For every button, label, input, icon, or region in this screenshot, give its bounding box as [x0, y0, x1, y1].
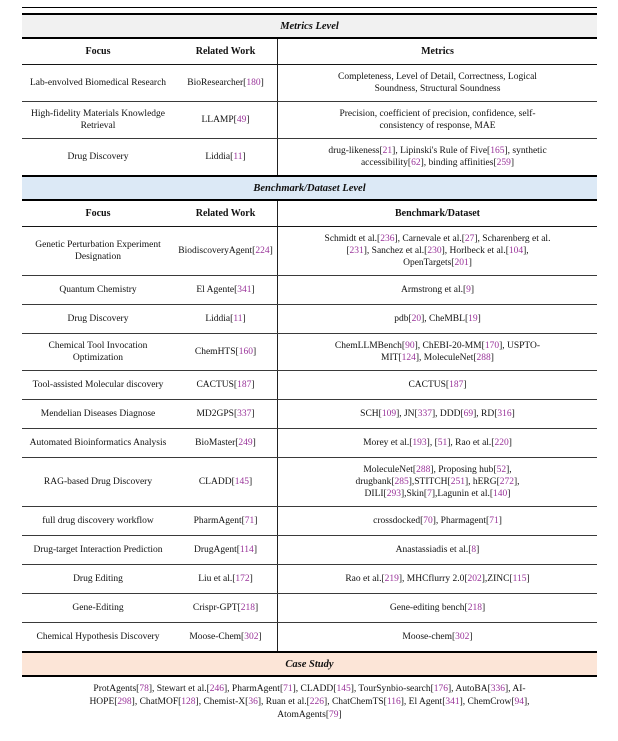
focus-cell: Quantum Chemistry [59, 285, 137, 295]
citation-link[interactable]: 51 [437, 438, 448, 448]
citation-link[interactable]: 187 [449, 380, 464, 390]
citation-link[interactable]: 246 [209, 684, 225, 694]
citation-link[interactable]: 259 [496, 158, 511, 168]
citation-link[interactable]: 180 [246, 78, 261, 88]
detail-cell: Completeness, Level of Detail, Correctness, Logical Soundness, Structural Soundness [277, 65, 597, 101]
focus-cell: Automated Bioinformatics Analysis [29, 438, 167, 448]
citation-link[interactable]: 231 [349, 246, 364, 256]
detail-cell: Gene-editing bench[218] [277, 594, 597, 622]
related-work-cell: BioMaster[249] [195, 438, 256, 448]
citation-link[interactable]: 128 [181, 697, 196, 707]
citation-link[interactable]: 104 [508, 246, 524, 256]
citation-link[interactable]: 140 [493, 489, 508, 499]
related-work-cell: Liu et al.[172] [198, 574, 253, 584]
citation-link[interactable]: 70 [423, 516, 433, 526]
citation-link[interactable]: 78 [139, 684, 149, 694]
section-title-case-study: Case Study [285, 658, 334, 670]
focus-cell: Drug Discovery [67, 314, 129, 324]
detail-cell: SCH[109], JN[337], DDD[69], RD[316] [277, 400, 597, 428]
citation-link[interactable]: 249 [238, 438, 253, 448]
citation-link[interactable]: 94 [514, 697, 524, 707]
citation-link[interactable]: 172 [235, 574, 250, 584]
focus-cell: RAG-based Drug Discovery [43, 477, 153, 487]
citation-link[interactable]: 285 [394, 477, 409, 487]
paper-table-wrap [22, 7, 597, 722]
section-title-metrics-level: Metrics Level [280, 20, 339, 32]
citation-link[interactable]: 19 [468, 314, 478, 324]
related-work-cell: MD2GPS[337] [196, 409, 255, 419]
citation-link[interactable]: 71 [244, 516, 255, 526]
detail-cell: Anastassiadis et al.[8] [277, 536, 597, 564]
section-band-case-study [22, 651, 597, 677]
citation-link[interactable]: 298 [117, 697, 132, 707]
focus-cell: Mendelian Diseases Diagnose [40, 409, 156, 419]
citation-link[interactable]: 114 [239, 545, 254, 555]
focus-cell: Drug Discovery [67, 152, 129, 162]
detail-cell: MoleculeNet[288], Proposing hub[52], drugbank[285],STITCH[251], hERG[272], DILI[293],Skin[7],Lagunin et al.[140] [277, 458, 597, 506]
table-row [22, 275, 597, 304]
citation-link[interactable]: 145 [234, 477, 249, 487]
header-row-benchmark-dataset-level [22, 201, 597, 227]
detail-cell: Rao et al.[219], MHCflurry 2.0[202],ZINC[115] [277, 565, 597, 593]
citation-link[interactable]: 341 [237, 285, 252, 295]
detail-cell: Armstrong et al.[9] [277, 276, 597, 304]
citation-link[interactable]: 302 [455, 632, 470, 642]
column-header-benchmark-dataset: Benchmark/Dataset [277, 201, 597, 226]
citation-link[interactable]: 341 [445, 697, 460, 707]
citation-link[interactable]: 69 [463, 409, 474, 419]
focus-cell: Drug-target Interaction Prediction [33, 545, 163, 555]
citation-link[interactable]: 9 [466, 285, 471, 295]
table-row [22, 138, 597, 175]
table-row [22, 304, 597, 333]
detail-cell: Schmidt et al.[236], Carnevale et al.[27], Scharenberg et al.[231], Sanchez et al.[230], Horlbeck et al.[104], OpenTargets[201] [277, 227, 597, 275]
related-work-cell: El Agente[341] [196, 285, 255, 295]
citation-link[interactable]: 49 [236, 115, 247, 125]
table-row [22, 101, 597, 138]
citation-link[interactable]: 109 [381, 409, 397, 419]
citation-link[interactable]: 62 [411, 158, 421, 168]
related-work-cell: Crispr-GPT[218] [192, 603, 259, 613]
case-study-list: ProtAgents[78], Stewart et al.[246], PharmAgent[71], CLADD[145], TourSynbio-search[176], AutoBA[336], AI-HOPE[298], ChatMOF[128], Chemist-X[36], Ruan et al.[226], ChatChemTS[116], El Agent[341], ChemCrow[94], AtomAgents[79] [89, 684, 530, 720]
related-work-cell: DrugAgent[114] [194, 545, 257, 555]
citation-link[interactable]: 79 [329, 710, 339, 720]
column-header-metrics: Metrics [277, 39, 597, 64]
citation-link[interactable]: 226 [309, 697, 325, 707]
detail-cell: CACTUS[187] [277, 371, 597, 399]
citation-link[interactable]: 7 [427, 489, 432, 499]
citation-link[interactable]: 202 [467, 574, 482, 584]
column-header-focus: Focus [85, 45, 111, 57]
focus-cell: Tool-assisted Molecular discovery [32, 380, 164, 390]
related-work-cell: Liddia[11] [205, 152, 246, 162]
citation-link[interactable]: 187 [237, 380, 252, 390]
section-title-benchmark-dataset-level: Benchmark/Dataset Level [253, 182, 366, 194]
paper-table [22, 13, 597, 722]
table-row [22, 457, 597, 506]
detail-cell: crossdocked[70], Pharmagent[71] [277, 507, 597, 535]
citation-link[interactable]: 124 [401, 353, 416, 363]
related-work-cell: PharmAgent[71] [193, 516, 258, 526]
detail-cell: Moose-chem[302] [277, 623, 597, 651]
citation-link[interactable]: 176 [433, 684, 448, 694]
column-header-related-work: Related Work [195, 207, 256, 219]
citation-link[interactable]: 302 [244, 632, 259, 642]
citation-link[interactable]: 20 [411, 314, 422, 324]
related-work-cell: BiodiscoveryAgent[224] [178, 246, 273, 256]
focus-cell: Gene-Editing [72, 603, 124, 613]
citation-link[interactable]: 218 [467, 603, 482, 613]
citation-link[interactable]: 170 [484, 341, 500, 351]
citation-link[interactable]: 115 [512, 574, 527, 584]
table-row [22, 227, 597, 275]
citation-link[interactable]: 293 [386, 489, 401, 499]
section-band-metrics-level [22, 13, 597, 39]
citation-link[interactable]: 224 [255, 246, 270, 256]
citation-link[interactable]: 90 [405, 341, 415, 351]
citation-link[interactable]: 11 [233, 314, 243, 324]
citation-link[interactable]: 201 [454, 258, 469, 268]
related-work-cell: ChemHTS[160] [194, 347, 257, 357]
citation-link[interactable]: 27 [464, 234, 475, 244]
table-row [22, 333, 597, 370]
citation-link[interactable]: 160 [238, 347, 253, 357]
focus-cell: Chemical Tool Invocation Optimization [48, 341, 148, 363]
focus-cell: Lab-envolved Biomedical Research [29, 78, 167, 88]
citation-link[interactable]: 337 [417, 409, 432, 419]
citation-link[interactable]: 165 [490, 146, 505, 156]
citation-link[interactable]: 220 [494, 438, 509, 448]
related-work-cell: Liddia[11] [205, 314, 246, 324]
detail-cell: pdb[20], CheMBL[19] [277, 305, 597, 333]
table-row [22, 65, 597, 101]
citation-link[interactable]: 288 [476, 353, 491, 363]
detail-cell: Precision, coefficient of precision, confidence, self-consistency of response, MAE [277, 102, 597, 138]
header-row-metrics-level [22, 39, 597, 65]
section-band-benchmark-dataset-level [22, 175, 597, 201]
citation-link[interactable]: 236 [380, 234, 395, 244]
citation-link[interactable]: 251 [450, 477, 465, 487]
citation-link[interactable]: 36 [248, 697, 258, 707]
table-row [22, 370, 597, 399]
table-row [22, 622, 597, 651]
citation-link[interactable]: 288 [416, 465, 431, 475]
citation-link[interactable]: 272 [499, 477, 515, 487]
table-row [22, 428, 597, 457]
focus-cell: Genetic Perturbation Experiment Designation [35, 240, 161, 262]
citation-link[interactable]: 116 [386, 697, 401, 707]
citation-link[interactable]: 219 [384, 574, 399, 584]
focus-cell: full drug discovery workflow [42, 516, 154, 526]
table-row [22, 564, 597, 593]
detail-cell: Morey et al.[193], [51], Rao et al.[220] [277, 429, 597, 457]
citation-link[interactable]: 336 [490, 684, 505, 694]
focus-cell: High-fidelity Materials Knowledge Retrieval [30, 109, 166, 131]
citation-link[interactable]: 71 [283, 684, 293, 694]
citation-link[interactable]: 218 [240, 603, 255, 613]
column-header-focus: Focus [85, 207, 111, 219]
detail-cell: ChemLLMBench[90], ChEBI-20-MM[170], USPTO-MIT[124], MoleculeNet[288] [277, 334, 597, 370]
citation-link[interactable]: 316 [497, 409, 512, 419]
related-work-cell: LLAMP[49] [201, 115, 250, 125]
citation-link[interactable]: 230 [427, 246, 442, 256]
citation-link[interactable]: 193 [412, 438, 427, 448]
citation-link[interactable]: 337 [237, 409, 252, 419]
detail-cell: drug-likeness[21], Lipinski's Rule of Five[165], synthetic accessibility[62], binding affinities[259] [277, 139, 597, 175]
citation-link[interactable]: 145 [336, 684, 351, 694]
citation-link[interactable]: 71 [489, 516, 499, 526]
related-work-cell: CLADD[145] [198, 477, 253, 487]
citation-link[interactable]: 8 [471, 545, 477, 555]
table-row [22, 593, 597, 622]
table-row [22, 535, 597, 564]
table-row [22, 506, 597, 535]
table-row [22, 399, 597, 428]
related-work-cell: CACTUS[187] [196, 380, 255, 390]
related-work-cell: Moose-Chem[302] [189, 632, 262, 642]
citation-link[interactable]: 52 [496, 465, 507, 475]
column-header-related-work: Related Work [195, 45, 256, 57]
top-rule [22, 7, 597, 8]
citation-link[interactable]: 21 [382, 146, 393, 156]
citation-link[interactable]: 11 [233, 152, 243, 162]
focus-cell: Chemical Hypothesis Discovery [36, 632, 160, 642]
related-work-cell: BioResearcher[180] [187, 78, 264, 88]
focus-cell: Drug Editing [73, 574, 123, 584]
